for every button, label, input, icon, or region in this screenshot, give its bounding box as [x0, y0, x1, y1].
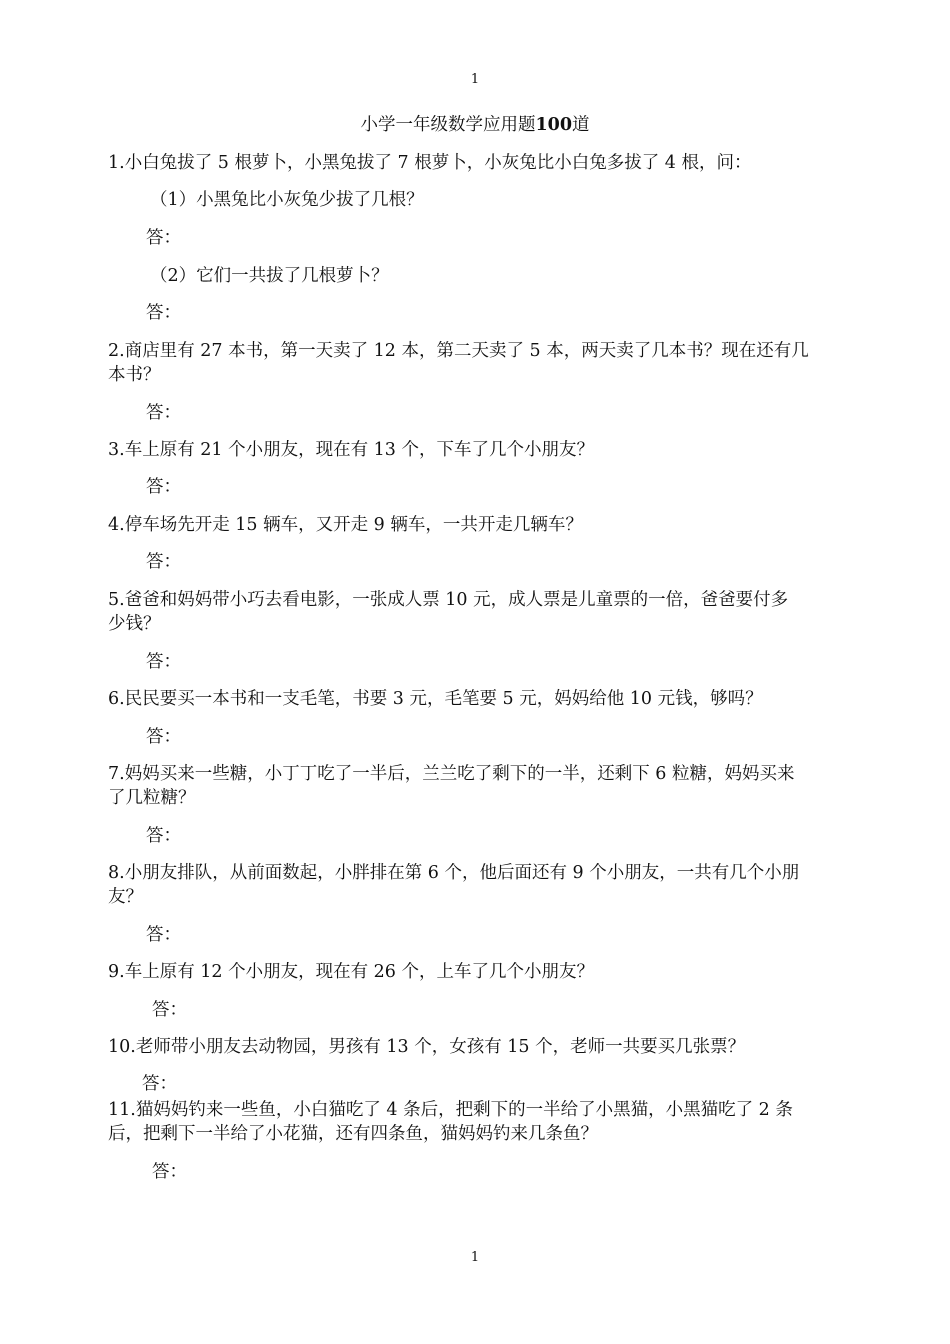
problem-8-line-1: 8.小朋友排队，从前面数起，小胖排在第 6 个，他后面还有 9 个小朋友，一共有几个小朋	[108, 863, 800, 883]
page-number-bottom: 1	[470, 1250, 480, 1265]
problem-3: 3.车上原有 21 个小朋友，现在有 13 个，下车了几个小朋友？	[108, 440, 594, 460]
title-suffix: 道	[572, 115, 590, 135]
document-title	[0, 113, 950, 137]
problem-2-line-1: 2.商店里有 27 本书，第一天卖了 12 本，第二天卖了 5 本，两天卖了几本书？现在还有几	[108, 341, 809, 361]
problem-4: 4.停车场先开走 15 辆车，又开走 9 辆车，一共开走几辆车？	[108, 515, 583, 535]
title-number: 100	[535, 115, 573, 135]
answer-label: 答：	[142, 1074, 177, 1094]
problem-11-line-1: 11.猫妈妈钓来一些鱼，小白猫吃了 4 条后，把剩下的一半给了小黑猫，小黑猫吃了 2 条	[108, 1100, 793, 1120]
answer-label: 答：	[146, 303, 181, 323]
answer-label: 答：	[146, 826, 181, 846]
problem-7-line-1: 7.妈妈买来一些糖，小丁丁吃了一半后，兰兰吃了剩下的一半，还剩下 6 粒糖，妈妈买来	[108, 764, 795, 784]
problem-7-line-2: 了几粒糖？	[108, 788, 196, 808]
problem-1: 1.小白兔拔了 5 根萝卜，小黑兔拔了 7 根萝卜，小灰兔比小白兔多拔了 4 根，问：	[108, 153, 752, 173]
answer-label: 答：	[146, 552, 181, 572]
problem-5-line-1: 5.爸爸和妈妈带小巧去看电影，一张成人票 10 元，成人票是儿童票的一倍，爸爸要付多	[108, 590, 789, 610]
problem-1-question-2: （2）它们一共拔了几根萝卜？	[150, 266, 389, 286]
problem-8-line-2: 友？	[108, 887, 143, 907]
answer-label: 答：	[146, 403, 181, 423]
page-number-top: 1	[470, 72, 480, 87]
answer-label: 答：	[146, 652, 181, 672]
answer-label: 答：	[146, 477, 181, 497]
title-text: 小学一年级数学应用题	[360, 115, 536, 135]
problem-9: 9.车上原有 12 个小朋友，现在有 26 个，上车了几个小朋友？	[108, 962, 594, 982]
problem-2-line-2: 本书？	[108, 365, 161, 385]
problem-6: 6.民民要买一本书和一支毛笔，书要 3 元，毛笔要 5 元，妈妈给他 10 元钱，够吗？	[108, 689, 763, 709]
answer-label: 答：	[146, 228, 181, 248]
problem-10: 10.老师带小朋友去动物园，男孩有 13 个，女孩有 15 个，老师一共要买几张票？	[108, 1037, 746, 1057]
answer-label: 答：	[146, 727, 181, 747]
answer-label: 答：	[146, 925, 181, 945]
answer-label: 答：	[152, 1162, 187, 1182]
problem-11-line-2: 后，把剩下一半给了小花猫，还有四条鱼，猫妈妈钓来几条鱼？	[108, 1124, 598, 1144]
problem-5-line-2: 少钱？	[108, 614, 161, 634]
answer-label: 答：	[152, 1000, 187, 1020]
problem-1-question-1: （1）小黑兔比小灰兔少拔了几根？	[150, 190, 424, 210]
